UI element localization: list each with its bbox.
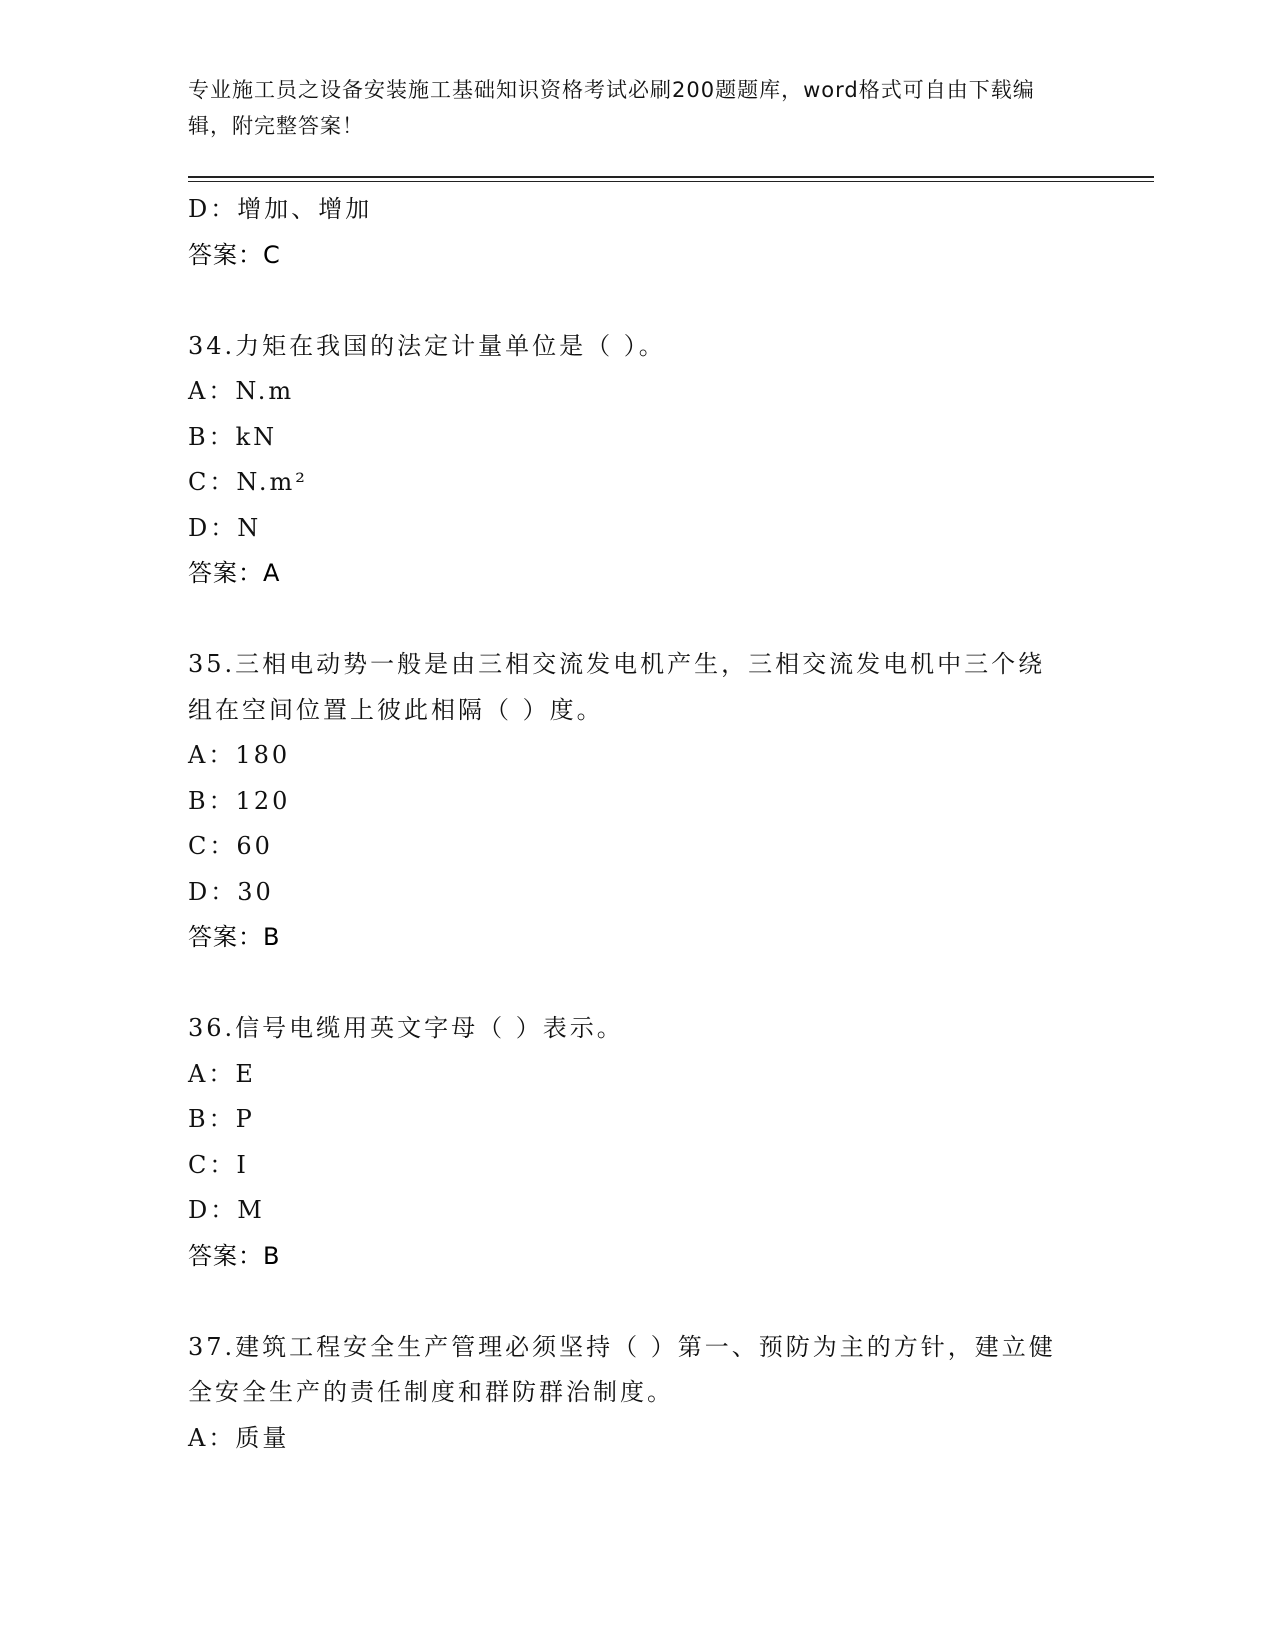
option-a: A：质量 — [188, 1423, 290, 1452]
question-text: 35.三相电动势一般是由三相交流发电机产生，三相交流发电机中三个绕组在空间位置上彼此相隔（ ）度。 — [188, 650, 1046, 724]
document-header — [188, 72, 1068, 144]
header-divider-thick — [188, 176, 1154, 178]
spacer — [188, 1279, 1088, 1325]
option-a: A：N.m — [188, 377, 295, 405]
question-text: 36.信号电缆用英文字母（ ）表示。 — [188, 1014, 624, 1042]
answer-line: 答案：A — [188, 559, 281, 587]
option-a: A：E — [188, 1059, 256, 1088]
option-d: D：30 — [188, 877, 274, 906]
option-c: C：60 — [188, 832, 273, 860]
spacer — [188, 961, 1088, 1007]
option-a: A：180 — [188, 741, 291, 769]
spacer — [188, 597, 1088, 643]
question-text: 34.力矩在我国的法定计量单位是（ ）。 — [188, 331, 666, 360]
option-b: B：120 — [188, 786, 291, 815]
question-text: 37.建筑工程安全生产管理必须坚持（ ）第一、预防为主的方针，建立健全安全生产的责任制度和群防群治制度。 — [188, 1332, 1056, 1406]
header-divider-thin — [188, 181, 1154, 182]
option-d: D：M — [188, 1196, 265, 1224]
header-title: 专业施工员之设备安装施工基础知识资格考试必刷200题题库，word格式可自由下载编辑，附完整答案！ — [188, 78, 1035, 138]
option-b: B：kN — [188, 422, 278, 451]
question-37 — [188, 1325, 1088, 1462]
answer-line: 答案：B — [188, 923, 281, 951]
option-b: B：P — [188, 1105, 255, 1133]
answer-line: 答案：B — [188, 1241, 281, 1270]
spacer — [188, 278, 1088, 324]
option-d: D：N — [188, 513, 262, 542]
question-36 — [188, 1006, 1088, 1279]
option-c: C：I — [188, 1150, 249, 1179]
question-content — [188, 187, 1088, 1461]
question-34 — [188, 324, 1088, 597]
leading-option: D：增加、增加 — [188, 195, 373, 223]
leading-answer: 答案：C — [188, 240, 281, 269]
option-c: C：N.m² — [188, 468, 308, 496]
question-35 — [188, 642, 1088, 961]
